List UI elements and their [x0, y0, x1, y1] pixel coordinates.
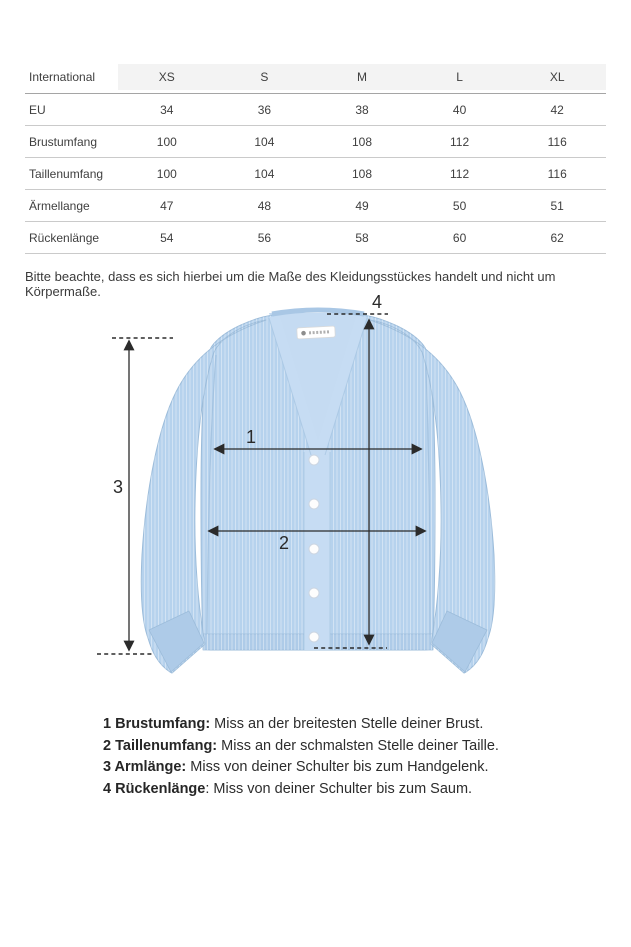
cell-value: 116: [547, 166, 567, 181]
cell-value: 54: [160, 230, 174, 245]
row-label: Brustumfang: [29, 134, 98, 149]
cell-value: 116: [547, 134, 567, 149]
legend-desc: : Miss von deiner Schulter bis zum Saum.: [205, 780, 473, 797]
cell-value: 112: [450, 166, 470, 181]
header-m: M: [313, 64, 411, 90]
header-xl: XL: [508, 64, 606, 90]
legend-term: 1 Brustumfang:: [103, 716, 211, 732]
button: [309, 455, 319, 465]
button: [309, 544, 319, 554]
size-table-header: [25, 64, 606, 94]
legend-term: 4 Rückenlänge: [103, 780, 206, 797]
cell-value: 100: [156, 134, 177, 149]
table-row-aermellange: [25, 190, 606, 222]
brand-neck-label: [297, 326, 336, 339]
row-label: Rückenlänge: [29, 230, 100, 245]
cell-value: 50: [452, 198, 467, 213]
cell-value: 56: [257, 230, 272, 245]
legend-term: 2 Taillenumfang:: [103, 737, 218, 754]
button: [309, 499, 319, 509]
measure-label-waist: 2: [278, 533, 290, 553]
cell-value: 62: [550, 230, 564, 245]
cell-value: 38: [355, 102, 369, 117]
measure-label-chest: 1: [245, 427, 257, 447]
cell-value: 58: [355, 230, 369, 245]
measurement-note: Bitte beachte, dass es sich hierbei um die Maße des Kleidungsstückes handelt und nicht um Körpermaße.: [25, 269, 556, 299]
measurement-legend: [103, 714, 499, 800]
cardigan-measurement-diagram: [88, 290, 540, 702]
cell-value: 104: [254, 134, 275, 149]
header-international: International: [29, 70, 96, 84]
cell-value: 112: [450, 134, 470, 149]
cell-value: 51: [550, 198, 564, 213]
legend-desc: Miss an der breitesten Stelle deiner Brust.: [210, 716, 484, 732]
cell-value: 49: [355, 198, 369, 213]
legend-item-taillenumfang: [103, 736, 499, 758]
button: [309, 632, 319, 642]
cardigan-illustration: [141, 310, 495, 673]
header-l: L: [411, 64, 509, 90]
legend-desc: Miss von deiner Schulter bis zum Handgelenk.: [186, 759, 489, 775]
table-row-eu: [25, 94, 606, 126]
cell-value: 34: [160, 102, 174, 117]
header-s: S: [216, 64, 314, 90]
cell-value: 36: [257, 102, 272, 117]
legend-desc: Miss an der schmalsten Stelle deiner Taille.: [217, 737, 499, 754]
legend-term: 3 Armlänge:: [103, 759, 187, 775]
row-label: Taillenumfang: [29, 166, 104, 181]
legend-item-rueckenlaenge: [103, 779, 499, 801]
measure-label-arm: 3: [112, 477, 124, 497]
row-label: EU: [29, 102, 46, 117]
measure-label-back: 4: [371, 292, 383, 312]
cell-value: 100: [156, 166, 177, 181]
cell-value: 108: [351, 166, 372, 181]
header-xs: XS: [118, 64, 216, 90]
table-row-rueckenlaenge: [25, 222, 606, 254]
cell-value: 108: [351, 134, 372, 149]
cell-value: 47: [160, 198, 174, 213]
legend-item-brustumfang: [103, 714, 499, 736]
button: [309, 588, 319, 598]
cell-value: 40: [452, 102, 467, 117]
size-table: [25, 64, 606, 254]
table-row-brustumfang: [25, 126, 606, 158]
legend-item-armlaenge: [103, 757, 499, 779]
row-label: Ärmellange: [29, 198, 90, 213]
cell-value: 48: [257, 198, 272, 213]
cell-value: 42: [550, 102, 564, 117]
cell-value: 104: [254, 166, 275, 181]
table-row-taillenumfang: [25, 158, 606, 190]
cell-value: 60: [452, 230, 467, 245]
